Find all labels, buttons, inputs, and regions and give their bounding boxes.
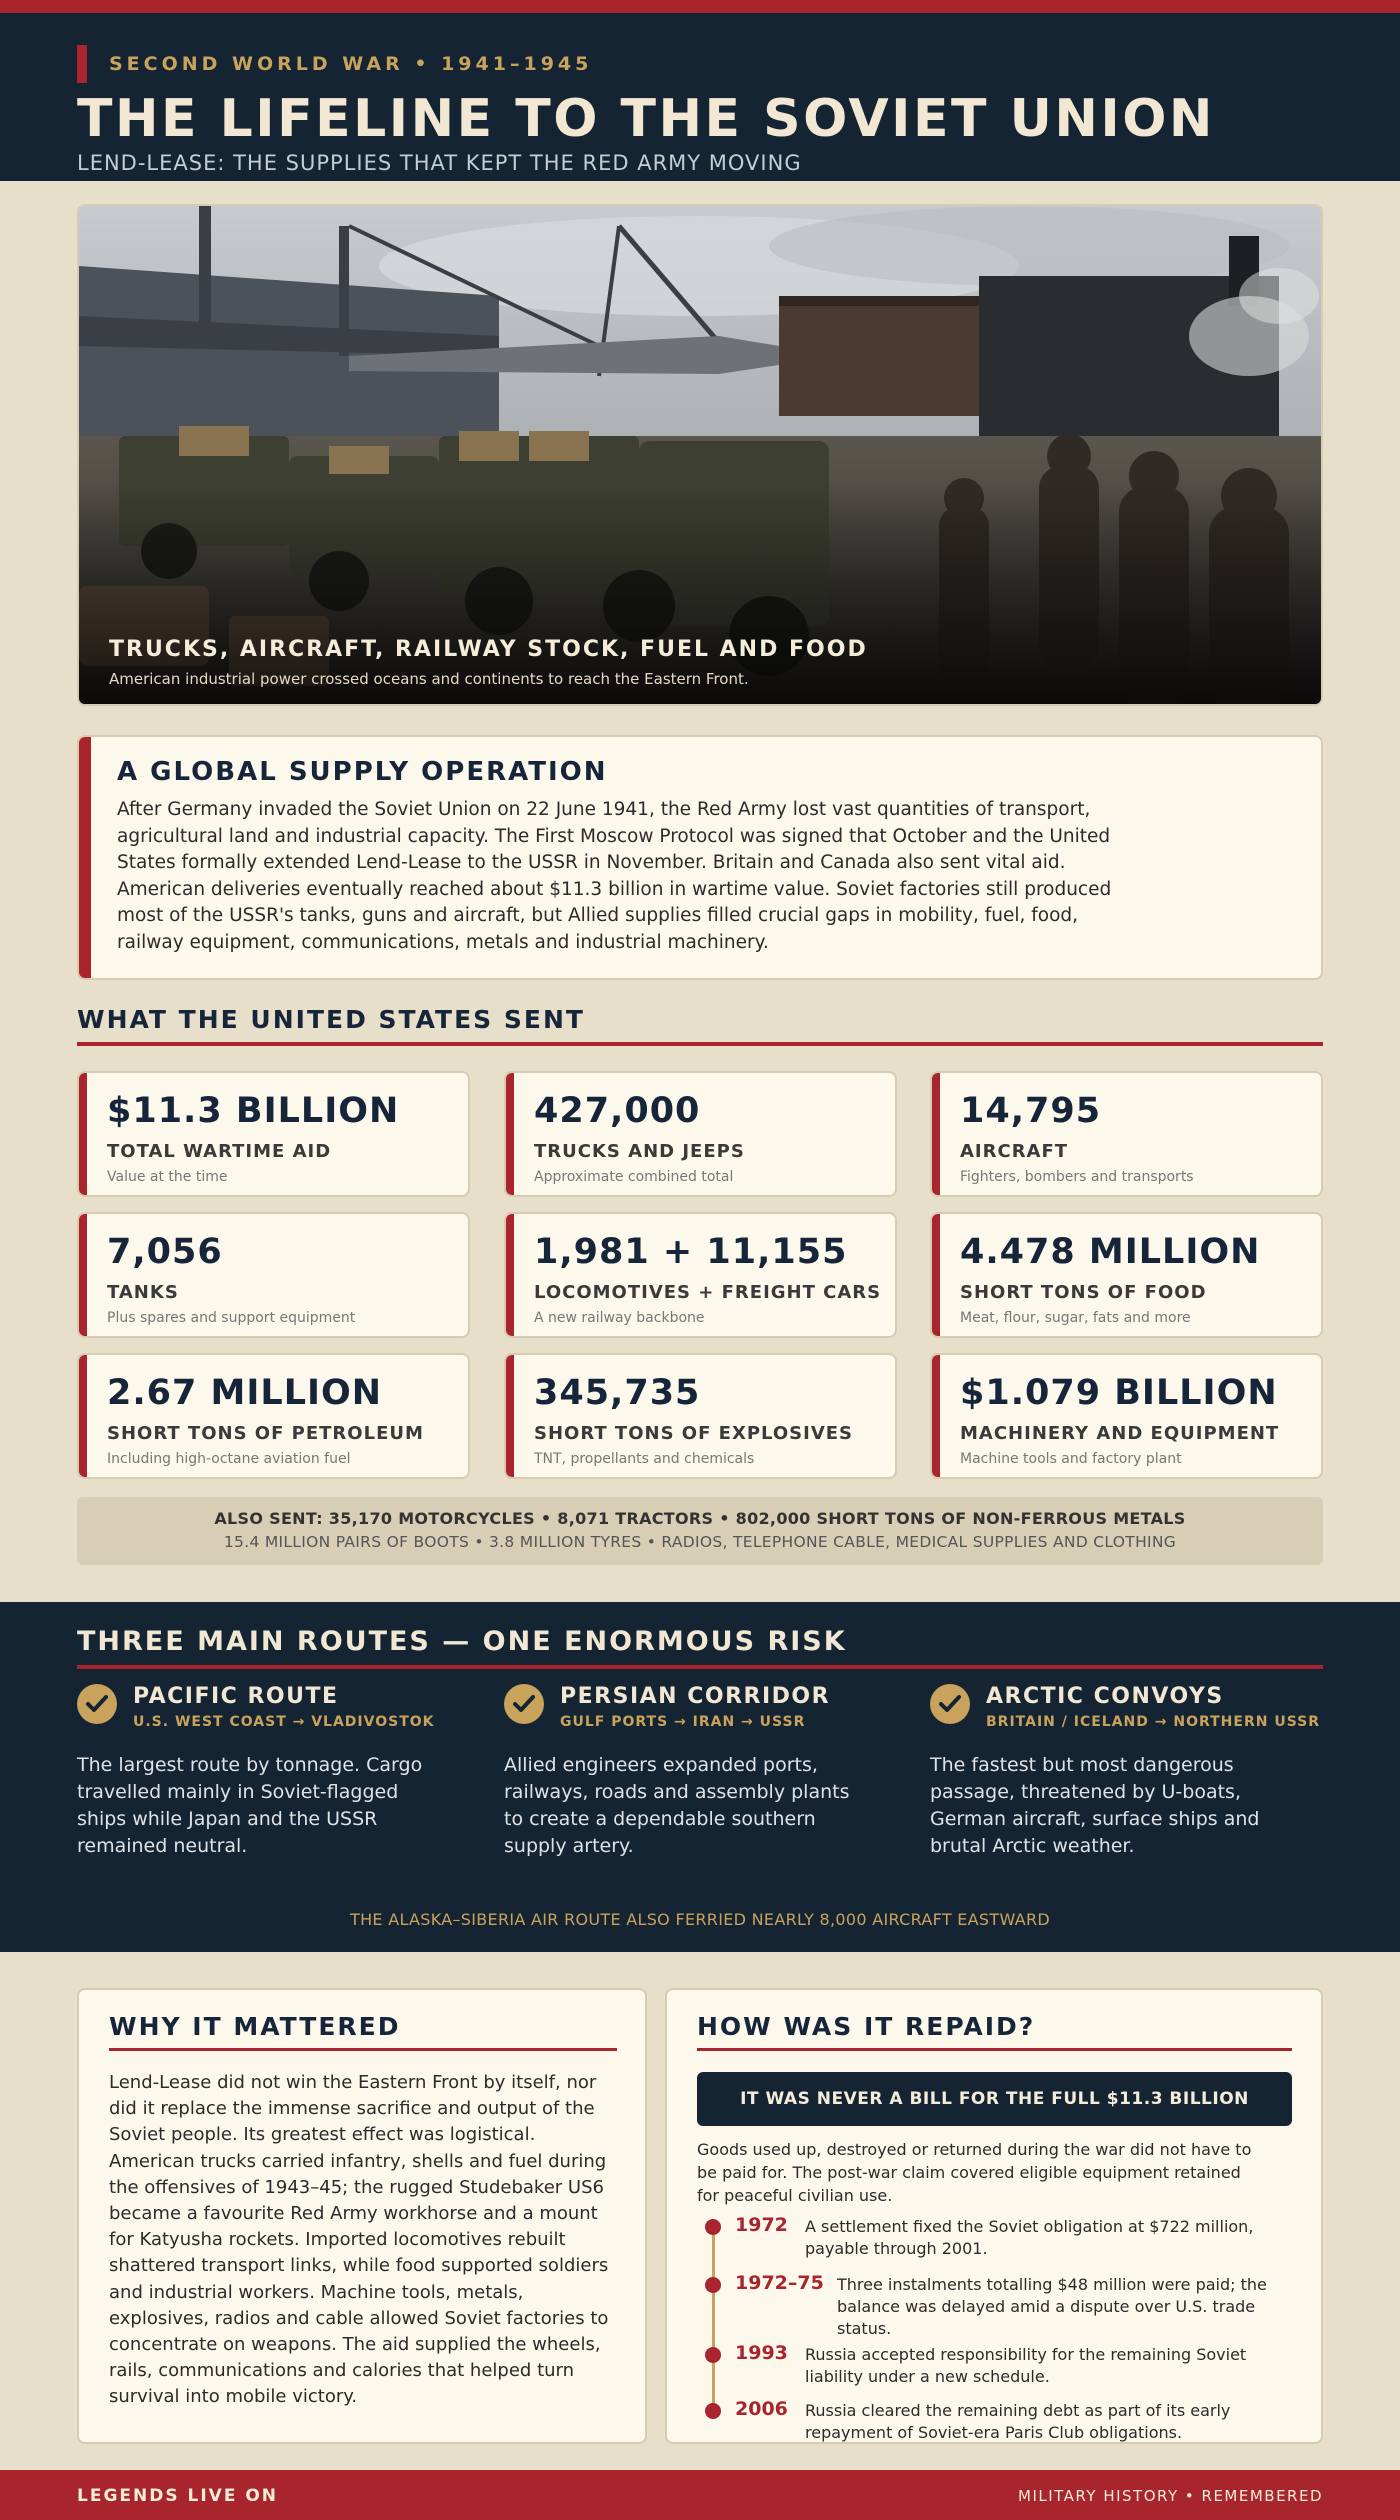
stat-card [504,1353,897,1479]
timeline-dot [705,2347,721,2363]
route-name: PERSIAN CORRIDOR [560,1684,831,1709]
why-heading: WHY IT MATTERED [109,2012,401,2041]
route-path: GULF PORTS → IRAN → USSR [560,1714,806,1730]
stat-subtext: Value at the time [107,1169,228,1185]
stat-label: LOCOMOTIVES + FREIGHT CARS [534,1282,882,1303]
why-body: Lend-Lease did not win the Eastern Front by itself, nor did it replace the immense sacrifice and output of the Soviet people. Its greatest effect was logistical. American trucks carried infantry, shells and fuel during the offensives of 1943–45; the rugged Studebaker US6 became a favourite Red Army workhorse and a mount for Katyusha rockets. Imported locomotives rebuilt shattered transport links, while food supported soldiers and industrial workers. Machine tools, metals, explosives, radios and cable allowed Soviet factories to concentrate on weapons. The aid supplied the wheels, rails, communications and calories that helped turn survival into mobile victory. [109,2072,609,2408]
footer-brand: LEGENDS LIVE ON [77,2486,279,2506]
routes-section [0,1602,1400,1952]
stat-accent [506,1355,514,1477]
stat-accent [932,1214,940,1336]
hero-image [77,204,1323,706]
stat-label: SHORT TONS OF FOOD [960,1282,1207,1303]
page-header [0,13,1400,181]
page-subtitle: LEND-LEASE: THE SUPPLIES THAT KEPT THE RED ARMY MOVING [77,151,802,175]
stat-card [77,1071,470,1197]
hero-caption-subtitle: American industrial power crossed oceans and continents to reach the Eastern Front. [109,670,749,688]
timeline-year: 1972 [735,2214,788,2236]
timeline-text: Russia accepted responsibility for the remaining Soviet liability under a new schedule. [805,2345,1247,2386]
stat-value: 2.67 MILLION [107,1373,383,1413]
intro-accent [79,737,91,978]
also-sent-line-2: 15.4 MILLION PAIRS OF BOOTS • 3.8 MILLION TYRES • RADIOS, TELEPHONE CABLE, MEDICAL SUPPLIES AND CLOTHING [223,1533,1177,1551]
stat-label: SHORT TONS OF PETROLEUM [107,1423,424,1444]
timeline-text: Three instalments totalling $48 million were paid; the balance was delayed amid a dispute over U.S. trade status. [837,2275,1267,2338]
stat-subtext: Plus spares and support equipment [107,1310,356,1326]
route-body: The fastest but most dangerous passage, threatened by U-boats, German aircraft, surface ships and brutal Arctic weather. [930,1754,1260,1857]
footer-tagline: MILITARY HISTORY • REMEMBERED [1018,2487,1323,2505]
intro-heading: A GLOBAL SUPPLY OPERATION [117,757,608,787]
page-title: THE LIFELINE TO THE SOVIET UNION [77,89,1215,149]
also-sent-box [77,1497,1323,1565]
routes-heading [77,1626,1323,1669]
route-name: PACIFIC ROUTE [133,1684,339,1709]
timeline-dot [705,2277,721,2293]
stat-card [930,1212,1323,1338]
timeline-text: A settlement fixed the Soviet obligation at $722 million, payable through 2001. [805,2217,1254,2258]
stat-subtext: A new railway backbone [534,1310,705,1326]
stat-card [77,1353,470,1479]
timeline-dot [705,2403,721,2419]
stat-label: TOTAL WARTIME AID [107,1141,332,1162]
stat-accent [932,1073,940,1195]
stat-subtext: Including high-octane aviation fuel [107,1451,351,1467]
stat-value: 345,735 [534,1373,701,1413]
stat-label: SHORT TONS OF EXPLOSIVES [534,1423,854,1444]
stat-value: 7,056 [107,1232,223,1272]
route-body: The largest route by tonnage. Cargo travelled mainly in Soviet-flagged ships while Japan and the USSR remained neutral. [77,1754,423,1857]
stat-accent [79,1355,87,1477]
repaid-banner: IT WAS NEVER A BILL FOR THE FULL $11.3 BILLION [697,2072,1292,2126]
check-icon [930,1684,970,1724]
stat-subtext: Machine tools and factory plant [960,1451,1182,1467]
kicker-text: SECOND WORLD WAR • 1941–1945 [109,53,593,75]
kicker-accent [77,45,87,83]
route-path: U.S. WEST COAST → VLADIVOSTOK [133,1714,435,1730]
page-footer [0,2470,1400,2520]
stat-label: TANKS [107,1282,179,1303]
also-sent-line-1: ALSO SENT: 35,170 MOTORCYCLES • 8,071 TRACTORS • 802,000 SHORT TONS OF NON-FERROUS METALS [214,1509,1186,1528]
why-it-mattered-card [77,1988,647,2444]
stat-card [930,1071,1323,1197]
stat-accent [506,1214,514,1336]
top-accent-bar [0,0,1400,13]
check-icon [77,1684,117,1724]
stat-label: AIRCRAFT [960,1141,1069,1162]
stat-value: 1,981 + 11,155 [534,1232,848,1272]
us-section-heading [77,1005,1323,1046]
stat-label: TRUCKS AND JEEPS [534,1141,745,1162]
timeline-year: 2006 [735,2398,788,2420]
timeline-year: 1993 [735,2342,788,2364]
stat-card [930,1353,1323,1479]
stat-value: 4.478 MILLION [960,1232,1261,1272]
stat-accent [79,1073,87,1195]
us-section-title: WHAT THE UNITED STATES SENT [77,1005,585,1034]
repaid-rule [697,2048,1292,2051]
stat-value: 14,795 [960,1091,1102,1131]
intro-body: After Germany invaded the Soviet Union on 22 June 1941, the Red Army lost vast quantities of transport, agricultural land and industrial capacity. The First Moscow Protocol was signed that October and the United States formally extended Lend-Lease to the USSR in November. Britain and Canada also sent vital aid. American deliveries eventually reached about $11.3 billion in wartime value. Soviet factories still produced most of the USSR's tanks, guns and aircraft, but Allied supplies filled crucial gaps in mobility, fuel, food, railway equipment, communications, metals and industrial machinery. [117,799,1112,953]
check-icon [504,1684,544,1724]
stat-value: $1.079 BILLION [960,1373,1278,1413]
timeline-text: Russia cleared the remaining debt as part of its early repayment of Soviet-era Paris Club obligations. [805,2401,1231,2442]
why-rule [109,2048,617,2051]
timeline-dot [705,2219,721,2235]
stat-subtext: Meat, flour, sugar, fats and more [960,1310,1191,1326]
stat-value: 427,000 [534,1091,701,1131]
stat-value: $11.3 BILLION [107,1091,400,1131]
hero-caption-title: TRUCKS, AIRCRAFT, RAILWAY STOCK, FUEL AND FOOD [109,637,868,662]
route-body: Allied engineers expanded ports, railways, roads and assembly plants to create a dependable southern supply artery. [504,1754,850,1857]
repaid-lead: Goods used up, destroyed or returned during the war did not have to be paid for. The post-war claim covered eligible equipment retained for peaceful civilian use. [697,2140,1252,2205]
stat-subtext: Fighters, bombers and transports [960,1169,1194,1185]
stat-accent [79,1214,87,1336]
intro-card [77,735,1323,980]
repayment-card [665,1988,1323,2444]
repaid-heading: HOW WAS IT REPAID? [697,2012,1036,2041]
stat-card [504,1212,897,1338]
routes-rule [77,1665,1323,1669]
air-route-note: THE ALASKA–SIBERIA AIR ROUTE ALSO FERRIED NEARLY 8,000 AIRCRAFT EASTWARD [350,1910,1050,1929]
us-section-rule [77,1042,1323,1046]
timeline-year: 1972–75 [735,2272,824,2294]
stat-subtext: Approximate combined total [534,1169,734,1185]
hero-caption [109,637,868,688]
route-path: BRITAIN / ICELAND → NORTHERN USSR [986,1714,1321,1730]
stat-card [77,1212,470,1338]
stat-accent [932,1355,940,1477]
timeline-line [712,2228,715,2418]
stat-label: MACHINERY AND EQUIPMENT [960,1423,1280,1444]
stat-accent [506,1073,514,1195]
hero-illustration [79,206,1323,706]
stat-subtext: TNT, propellants and chemicals [534,1451,755,1467]
kicker [77,45,1323,83]
route-name: ARCTIC CONVOYS [986,1684,1224,1709]
routes-title: THREE MAIN ROUTES — ONE ENORMOUS RISK [77,1626,847,1657]
stat-card [504,1071,897,1197]
